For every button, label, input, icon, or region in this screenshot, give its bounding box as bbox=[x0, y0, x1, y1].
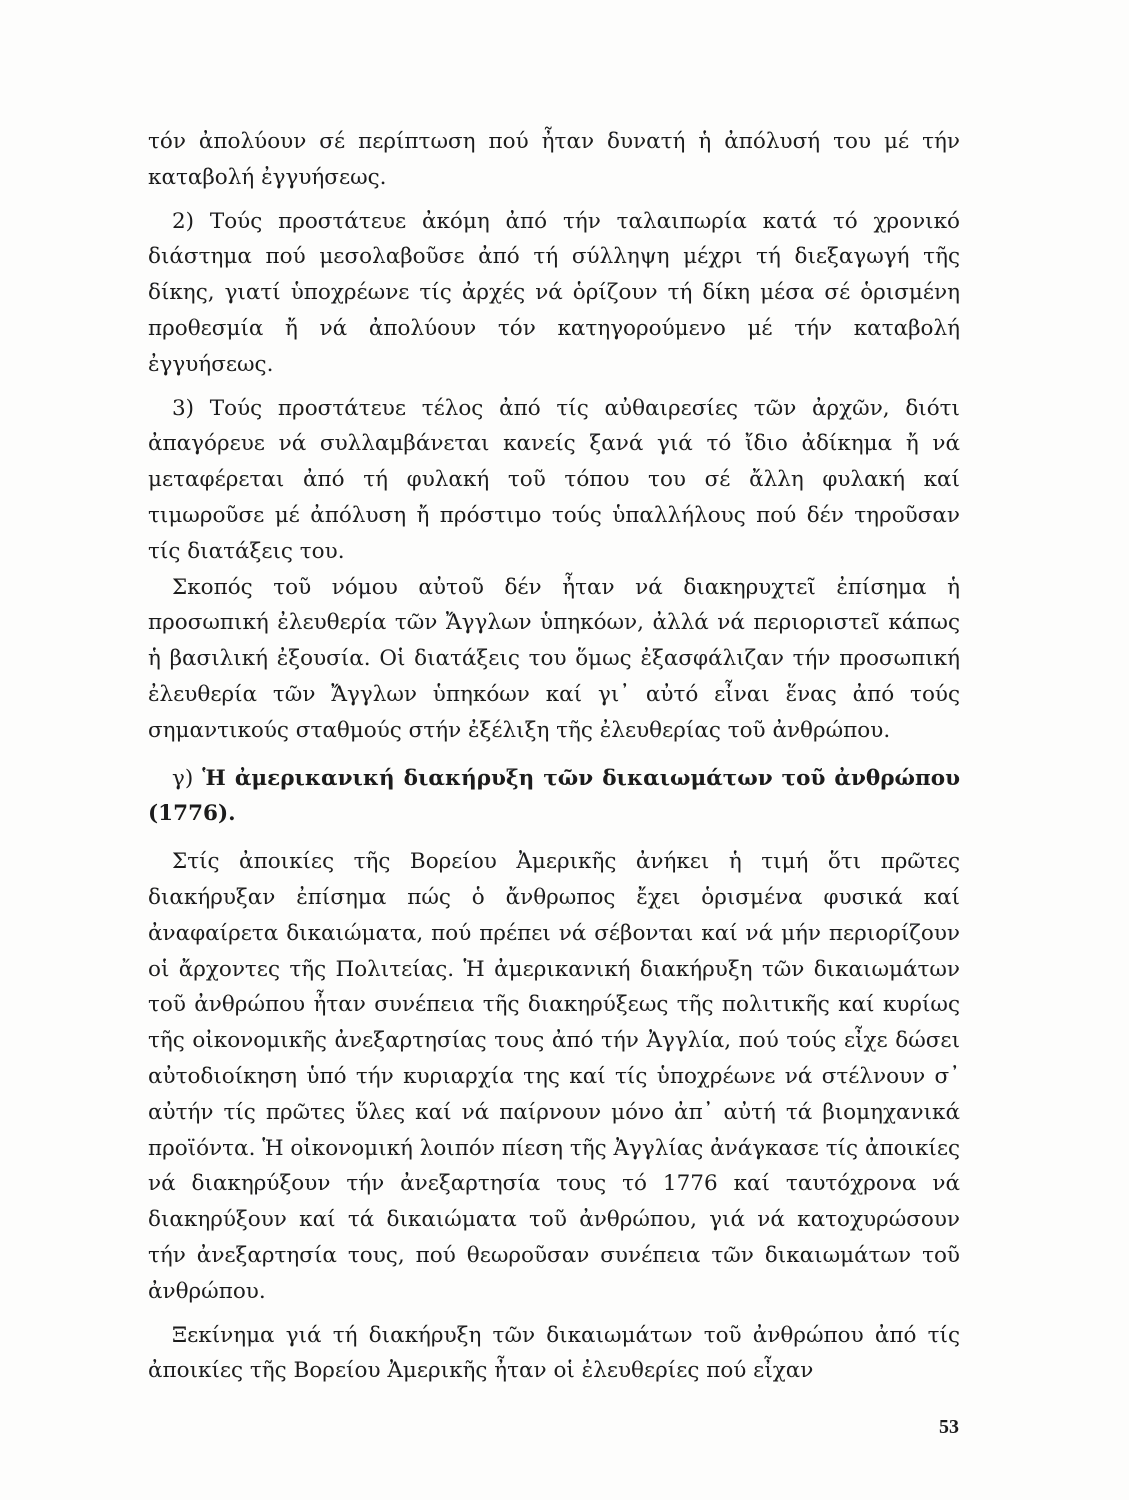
paragraph-colonies: Στίς ἀποικίες τῆς Βορείου Ἀμερικῆς ἀνήκει ἡ τιμή ὅτι πρῶτες διακήρυξαν ἐπίσημα πώς ὁ ἄνθρωπος ἔχει ὁρισμένα φυσικά καί ἀναφαίρετα δικαιώματα, πού πρέπει νά σέβονται καί νά μήν περιορίζουν οἱ ἄρχοντες τῆς Πολιτείας. Ἡ ἀμερικανική διακήρυξη τῶν δικαιωμάτων τοῦ ἀνθρώπου ἦταν συνέπεια τῆς διακηρύξεως τῆς πολιτικῆς καί κυρίως τῆς οἰκονομικῆς ἀνεξαρτησίας τους ἀπό τήν Ἀγγλία, πού τούς εἶχε δώσει αὐτοδιοίκηση ὑπό τήν κυριαρχία της καί τίς ὑποχρέωνε νά στέλνουν σ᾽ αὐτήν τίς πρῶτες ὕλες καί νά παίρνουν μόνο ἀπ᾽ αὐτή τά βιομηχανικά προϊόντα. Ἡ οἰκονομική λοιπόν πίεση τῆς Ἀγγλίας ἀνάγκασε τίς ἀποικίες νά διακηρύξουν τήν ἀνεξαρτησία τους τό 1776 καί ταυτόχρονα νά διακηρύξουν καί τά δικαιώματα τοῦ ἀνθρώπου, γιά νά κατοχυρώσουν τήν ἀνεξαρτησία τους, πού θεωροῦσαν συνέπεια τῶν δικαιωμάτων τοῦ ἀνθρώπου. bbox=[148, 849, 960, 1304]
paragraph-point-3: 3) Τούς προστάτευε τέλος ἀπό τίς αὐθαιρεσίες τῶν ἀρχῶν, διότι ἀπαγόρευε νά συλλαμβάνεται κανείς ξανά γιά τό ἴδιο ἀδίκημα ἤ νά μεταφέρεται ἀπό τή φυλακή τοῦ τόπου του σέ ἄλλη φυλακή καί τιμωροῦσε μέ ἀπόλυση ἤ πρόστιμο τούς ὑπαλλήλους πού δέν τηροῦσαν τίς διατάξεις του. bbox=[148, 395, 960, 564]
section-heading-title: Ἡ ἀμερικανική διακήρυξη τῶν δικαιωμάτων τοῦ ἀνθρώπου (1776). bbox=[148, 765, 960, 827]
page-number: 53 bbox=[939, 1416, 959, 1438]
paragraph-purpose: Σκοπός τοῦ νόμου αὐτοῦ δέν ἦταν νά διακηρυχτεῖ ἐπίσημα ἡ προσωπική ἐλευθερία τῶν Ἄγγλων ὑπηκόων, ἀλλά νά περιοριστεῖ κάπως ἡ βασιλική ἐξουσία. Οἱ διατάξεις του ὅμως ἐξασφάλιζαν τήν προσωπική ἐλευθερία τῶν Ἄγγλων ὑπηκόων καί γι᾽ αὐτό εἶναι ἕνας ἀπό τούς σημαντικούς σταθμούς στήν ἐξέλιξη τῆς ἐλευθερίας τοῦ ἀνθρώπου. bbox=[148, 574, 960, 743]
paragraph-point-2: 2) Τούς προστάτευε ἀκόμη ἀπό τήν ταλαιπωρία κατά τό χρονικό διάστημα πού μεσολαβοῦσε ἀπό τή σύλληψη μέχρι τή διεξαγωγή τῆς δίκης, γιατί ὑποχρέωνε τίς ἀρχές νά ὁρίζουν τή δίκη μέσα σέ ὁρισμένη προθεσμία ἤ νά ἀπολύουν τόν κατηγορούμενο μέ τήν καταβολή ἐγγυήσεως. bbox=[148, 208, 960, 377]
paragraph-origin: Ξεκίνημα γιά τή διακήρυξη τῶν δικαιωμάτων τοῦ ἀνθρώπου ἀπό τίς ἀποικίες τῆς Βορείου Ἀμερικῆς ἦταν οἱ ἐλευθερίες πού εἶχαν bbox=[148, 1322, 960, 1384]
page-body bbox=[148, 124, 960, 1389]
section-heading-letter: γ) bbox=[172, 765, 194, 791]
paragraph-continuation: τόν ἀπολύουν σέ περίπτωση πού ἦταν δυνατή ἡ ἀπόλυσή του μέ τήν καταβολή ἐγγυήσεως. bbox=[148, 129, 960, 190]
section-heading bbox=[148, 761, 960, 833]
